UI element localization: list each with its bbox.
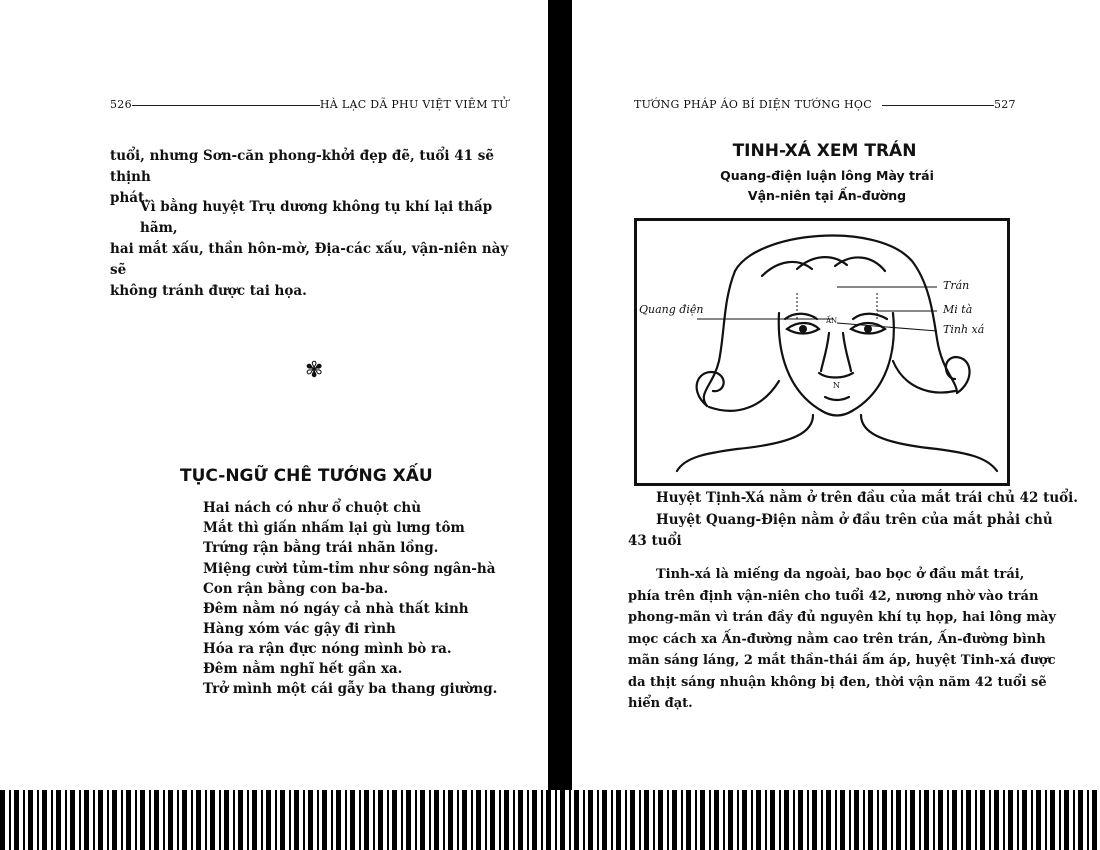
header-rule	[882, 105, 994, 106]
text-line: mọc cách xa Ấn-đường nằm cao trên trán, Ấn-đường bình	[628, 631, 1046, 647]
text-line: da thịt sáng nhuận không bị đen, thời vận năm 42 tuổi sẽ	[628, 674, 1047, 690]
poem-line: Mắt thì giấn nhấm lại gù lưng tôm	[203, 520, 465, 536]
header-rule	[132, 105, 320, 106]
label-nose: N	[833, 381, 840, 390]
label-tran: Trán	[943, 279, 970, 292]
subtitle-line-1: Quang-điện luận lông Mày trái	[720, 168, 934, 183]
ornament: ✾	[305, 358, 324, 383]
subtitle-line-2: Vận-niên tại Ấn-đường	[747, 188, 907, 203]
poem-line: Trở mình một cái gẫy ba thang giường.	[203, 681, 498, 697]
poem-line: Đêm nằm nghĩ hết gần xa.	[203, 661, 403, 677]
right-page	[572, 0, 1100, 790]
poem-line: Trứng rận bằng trái nhãn lồng.	[203, 540, 439, 556]
left-running-head	[110, 98, 520, 111]
text-line: 43 tuổi	[628, 533, 682, 549]
caption-2	[628, 510, 1078, 552]
right-running-head	[634, 98, 1044, 111]
caption-1: Huyệt Tịnh-Xá nằm ở trên đầu của mắt trái chủ 42 tuổi.	[656, 490, 1078, 506]
face-diagram	[634, 218, 1010, 486]
left-page	[0, 0, 548, 790]
poem-line: Con rận bằng con ba-ba.	[203, 581, 389, 597]
text-line: Tinh-xá là miếng da ngoài, bao bọc ở đầu mắt trái,	[656, 567, 1025, 582]
text-line: Vì bằng huyệt Trụ dương không tụ khí lại thấp hãm,	[140, 199, 493, 236]
text-line: không tránh được tai họa.	[110, 283, 307, 299]
text-line: tuổi, nhưng Sơn-căn phong-khởi đẹp đẽ, tuổi 41 sẽ thịnh	[110, 148, 494, 185]
text-line: phong-mãn vì trán đầy đủ nguyên khí tụ họp, hai lông mày	[628, 610, 1056, 625]
poem-line: Hóa ra rận đực nóng mình bò ra.	[203, 641, 452, 657]
text-line: hiển đạt.	[628, 696, 693, 711]
face-drawing	[637, 221, 1007, 483]
poem-line: Miệng cười tủm-tỉm như sông ngân-hà	[203, 561, 496, 577]
label-tinh-xa: Tinh xá	[943, 323, 985, 336]
text-line: mãn sáng láng, 2 mắt thần-thái ấm áp, huyệt Tinh-xá được	[628, 653, 1056, 668]
text-line: phát.	[110, 190, 149, 206]
body-paragraph	[628, 564, 1088, 715]
text-line: Huyệt Quang-Điện nằm ở đầu trên của mắt phải chủ	[656, 512, 1053, 528]
running-head-text: TƯỚNG PHÁP ÁO BÍ DIỆN TƯỚNG HỌC	[634, 98, 872, 111]
poem-line: Đêm nằm nó ngáy cả nhà thất kinh	[203, 601, 469, 617]
poem-line: Hàng xóm vác gậy đi rình	[203, 621, 396, 637]
text-line: phía trên định vận-niên cho tuổi 42, nương nhờ vào trán	[628, 588, 1039, 604]
poem-line: Hai nách có như ổ chuột chù	[203, 500, 422, 516]
label-an: ẤN	[826, 317, 838, 325]
page-number: 526	[110, 98, 132, 111]
text-line: hai mắt xấu, thần hôn-mờ, Địa-các xấu, vận-niên này sẽ	[110, 241, 509, 278]
label-quang-dien: Quang điện	[639, 303, 704, 316]
paragraph-2	[110, 197, 522, 302]
section-title: TỤC-NGỮ CHÊ TƯỚNG XẤU	[180, 466, 433, 486]
page-number: 527	[993, 98, 1016, 111]
running-head-text: HÀ LẠC DÃ PHU VIỆT VIÊM TỬ	[319, 98, 509, 111]
edge-strip	[0, 790, 1100, 850]
label-mi-ta: Mi tà	[943, 303, 973, 316]
page-title: TINH-XÁ XEM TRÁN	[732, 141, 917, 161]
